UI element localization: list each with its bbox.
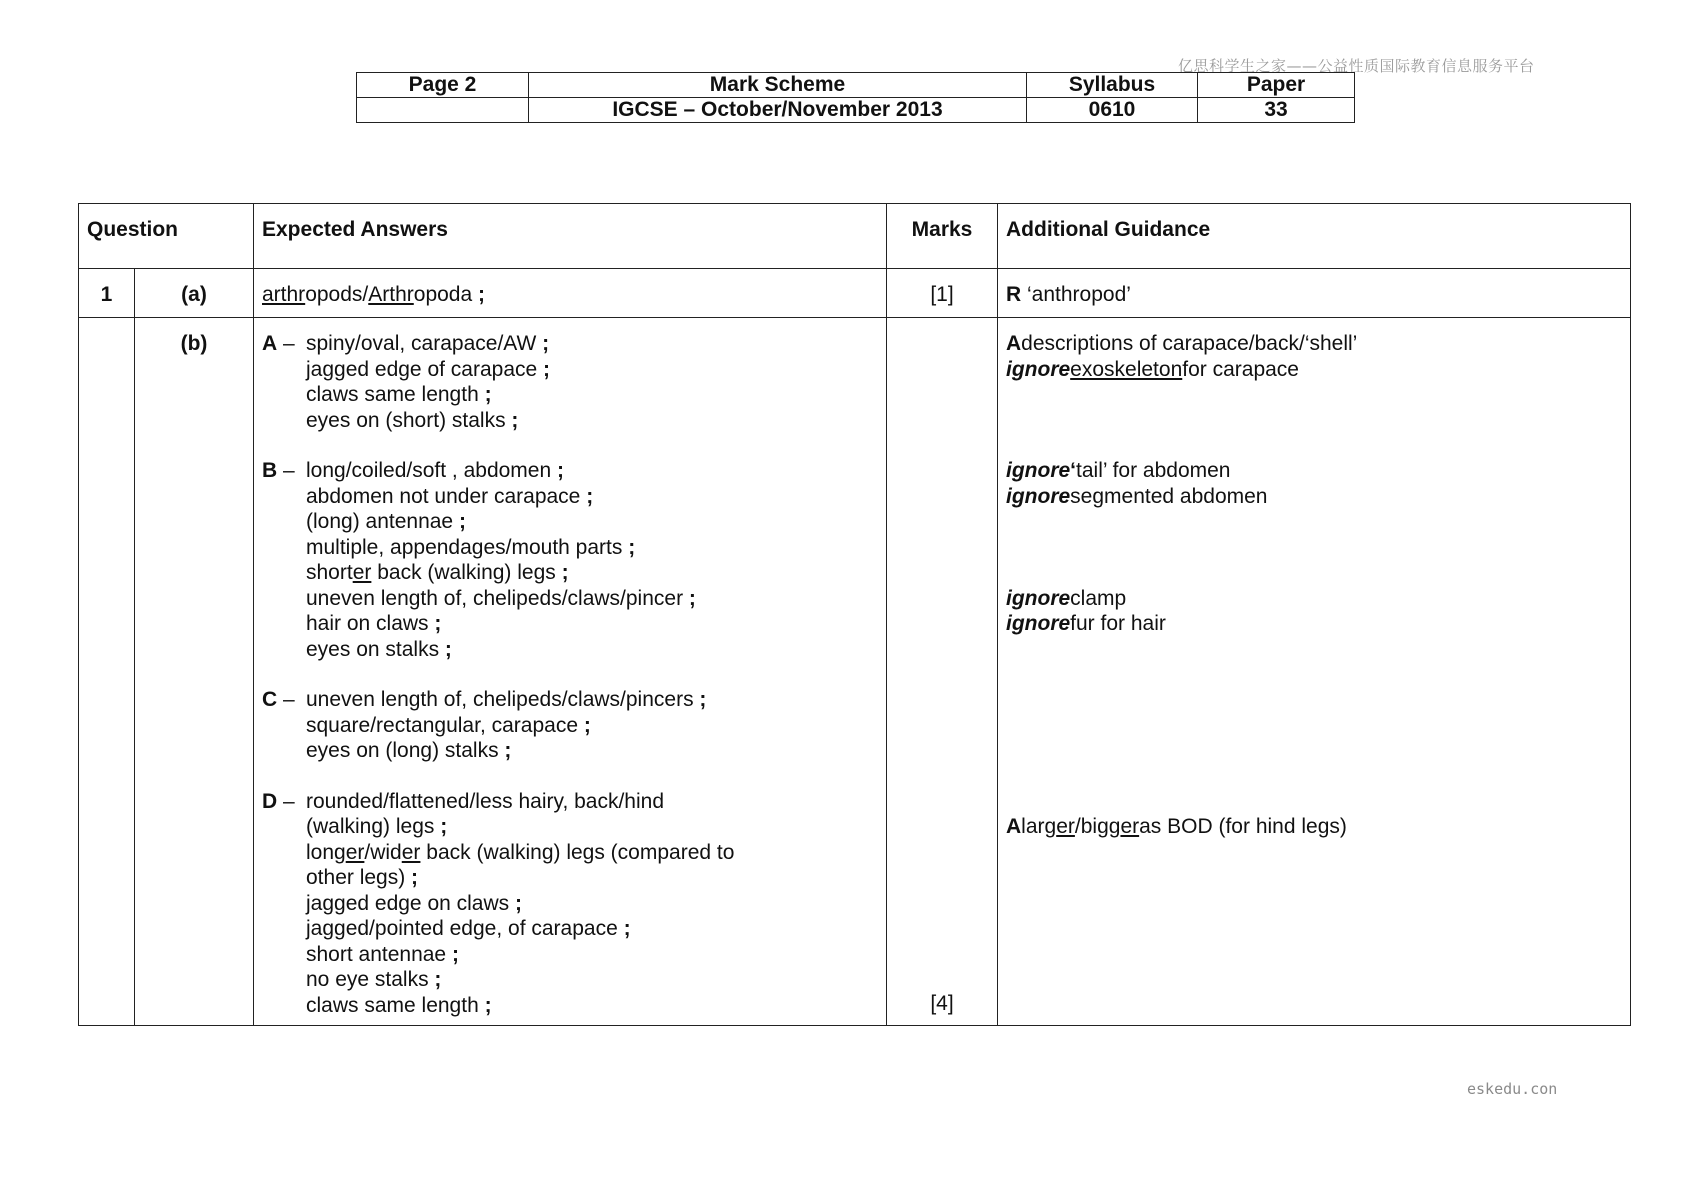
question-number-empty: [79, 318, 135, 1026]
question-header: Question: [79, 204, 254, 269]
header-empty-cell: [357, 98, 529, 123]
table-header-row: [79, 204, 1631, 269]
guidance-cell-a: R ‘anthropod’: [998, 269, 1631, 318]
table-row-1b: [79, 318, 1631, 1026]
answer-block-d: D – rounded/flattened/less hairy, back/hind (walking) legs ; longer/wider back (walking) legs (compared to other legs) ; jagged edge on claws ; jagged/pointed edge, of carapace ; short antennae ; no eye stalks ; claws same length ;: [262, 789, 735, 1017]
mark-scheme-table: [78, 203, 1631, 1026]
header-paper: 33: [1198, 98, 1355, 123]
header-mark-scheme-label: Mark Scheme: [529, 73, 1027, 98]
marks-header: Marks: [887, 204, 998, 269]
answer-cell-a: arthropods/Arthropoda ;: [254, 269, 887, 318]
watermark-bottom: eskedu.con: [1467, 1080, 1558, 1098]
header-page: Page 2: [357, 73, 529, 98]
header-table: [356, 72, 1355, 123]
question-part-b: (b): [135, 318, 254, 1026]
header-syllabus-label: Syllabus: [1027, 73, 1198, 98]
header-syllabus: 0610: [1027, 98, 1198, 123]
guidance-header: Additional Guidance: [998, 204, 1631, 269]
answers-header: Expected Answers: [254, 204, 887, 269]
header-paper-label: Paper: [1198, 73, 1355, 98]
question-number-cell: 1: [79, 269, 135, 318]
table-row-1a: [79, 269, 1631, 318]
answer-block-b: B – long/coiled/soft , abdomen ; abdomen not under carapace ; (long) antennae ; multiple, appendages/mouth parts ; shorter back (walking) legs ; uneven length of, chelipeds/claws/pincer ; hair on claws ; eyes on stalks ;: [262, 459, 696, 661]
marks-cell-b: [887, 318, 998, 1026]
question-part-a: (a): [135, 269, 254, 318]
guidance-cell-b: A descriptions of carapace/back/‘shell’ ignore exoskeleton for carapace ignore ‘ tail’ for abdomen ignore segmented abdomen ignore clamp ignore fur for hair A larg er /bigg er as BOD (for hind legs): [998, 318, 1631, 1026]
answer-block-a: A – spiny/oval, carapace/AW ; jagged edge of carapace ; claws same length ; eyes on (short) stalks ;: [262, 332, 551, 432]
marks-cell-a: [1]: [887, 269, 998, 318]
answer-block-c: C – uneven length of, chelipeds/claws/pincers ; square/rectangular, carapace ; eyes on (long) stalks ;: [262, 688, 707, 762]
watermark-top: 亿思科学生之家——公益性质国际教育信息服务平台: [1178, 57, 1535, 75]
header-exam: IGCSE – October/November 2013: [529, 98, 1027, 123]
answer-cell-b: [254, 318, 887, 1026]
marks-value-b: [4]: [930, 992, 954, 1015]
